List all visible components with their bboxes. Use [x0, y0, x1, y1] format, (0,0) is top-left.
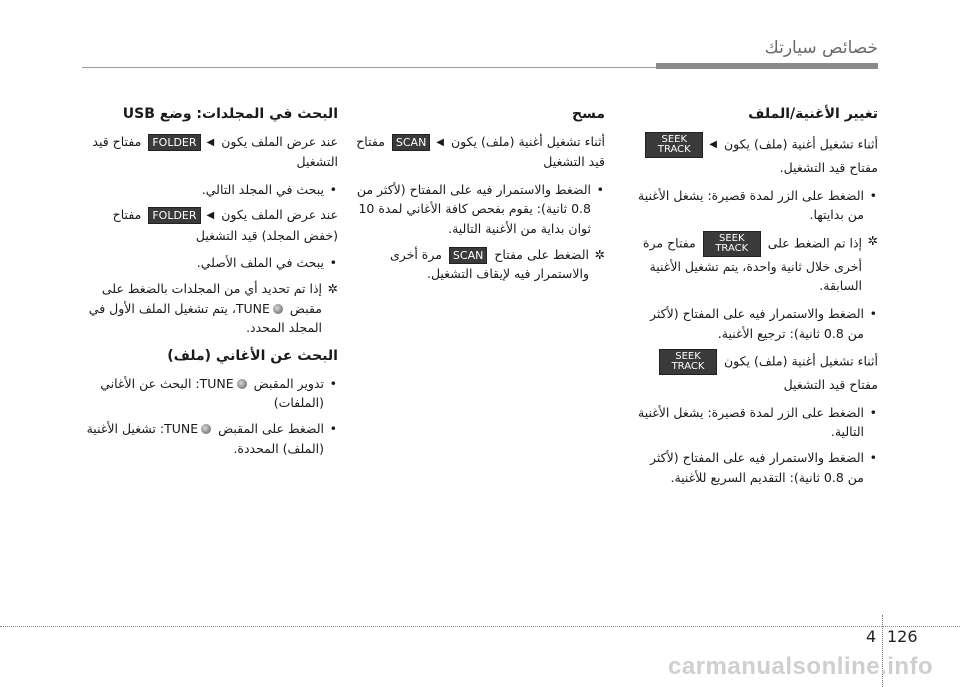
- column-folder-search: [80, 104, 338, 464]
- folder-button: FOLDER: [148, 134, 200, 151]
- paragraph-folder-up: عند عرض الملف يكون ◀FOLDER مفتاح قيد التشغيل: [92, 134, 338, 170]
- bullet-next-song: • الضغط على الزر لمدة قصيرة: يشغل الأغنية التالية.: [638, 403, 878, 442]
- seek-track-button: SEEK TRACK: [703, 231, 761, 257]
- folder-button: FOLDER: [148, 207, 200, 224]
- scan-button: SCAN: [392, 134, 430, 151]
- watermark: carmanualsonline.info: [668, 653, 934, 680]
- tune-knob-icon: [237, 379, 247, 389]
- bullet-parent-folder: • يبحث في الملف الأصلي.: [80, 253, 338, 273]
- heading-folder-search: البحث في المجلدات: وضع USB: [122, 106, 338, 122]
- heading-scan: مسح: [571, 106, 605, 122]
- heading-change-song: تغيير الأغنية/الملف: [748, 106, 878, 122]
- triangle-left-icon: ◀: [206, 136, 215, 148]
- column-change-song: [638, 104, 878, 493]
- section-title: خصائص سيارتك: [764, 38, 878, 58]
- triangle-left-icon: ◀: [206, 210, 215, 222]
- scan-button: SCAN: [449, 247, 487, 264]
- paragraph-scan-intro: أثناء تشغيل أغنية (ملف) يكون ◀SCAN مفتاح قيد التشغيل: [356, 134, 605, 170]
- column-scan: [350, 104, 605, 292]
- note-mark-icon: ✲: [327, 280, 338, 296]
- footer-rule: [0, 626, 960, 627]
- paragraph-seek-forward: أثناء تشغيل أغنية (ملف) يكون SEEK TRACK مفتاح قيد التشغيل: [638, 349, 878, 395]
- bullet-scan-hold: • الضغط والاستمرار فيه على المفتاح (لأكثر من 0.8 ثانية): يقوم بفحص كافة الأغاني لمدة 10 ثوان بداية من الأغنية التالية.: [350, 180, 605, 239]
- note-mark-icon: ✲: [867, 232, 878, 248]
- note-scan-stop: ✲ الضغط على مفتاح SCAN مرة أخرى والاستمرار فيه لإيقاف التشغيل.: [389, 246, 605, 282]
- bullet-short-press: • الضغط على الزر لمدة قصيرة: يشغل الأغنية من بدايتها.: [638, 186, 878, 225]
- note-press-again: ✲ إذا تم الضغط على SEEK TRACK مفتاح مرة أخرى خلال ثانية واحدة، يتم تشغيل الأغنية السابقة.: [642, 232, 878, 294]
- tune-knob-icon: [273, 304, 283, 314]
- triangle-left-icon: ◀: [709, 139, 717, 151]
- bullet-rewind: • الضغط والاستمرار فيه على المفتاح (لأكثر من 0.8 ثانية): ترجيع الأغنية.: [638, 304, 878, 343]
- paragraph-seek-intro: أثناء تشغيل أغنية (ملف) يكون ◀SEEK TRACK مفتاح قيد التشغيل.: [638, 132, 878, 178]
- paragraph-folder-down: عند عرض الملف يكون ◀FOLDER مفتاح (خفض المجلد) قيد التشغيل: [112, 207, 338, 243]
- page-number: 126: [887, 627, 918, 646]
- seek-track-button: SEEK TRACK: [645, 132, 703, 158]
- note-mark-icon: ✲: [594, 246, 605, 262]
- bullet-fast-forward: • الضغط والاستمرار فيه على المفتاح (لأكثر من 0.8 ثانية): التقديم السريع للأغنية.: [638, 448, 878, 487]
- heading-song-search: البحث عن الأغاني (ملف): [167, 347, 338, 364]
- tune-knob-icon: [201, 424, 211, 434]
- triangle-left-icon: ◀: [436, 136, 444, 148]
- header-bar: [656, 63, 878, 69]
- chapter-number: 4: [866, 627, 877, 646]
- note-folder-select: ✲ إذا تم تحديد أي من المجلدات بالضغط على مقبض TUNE، يتم تشغيل الملف الأول في المجلد المحدد.: [88, 280, 338, 336]
- bullet-press-knob: • الضغط على المقبض TUNE: تشغيل الأغنية (الملف) المحددة.: [80, 419, 338, 458]
- bullet-rotate-knob: • تدوير المقبض TUNE: البحث عن الأغاني (الملفات): [80, 374, 338, 413]
- seek-track-button: SEEK TRACK: [659, 349, 717, 375]
- bullet-next-folder: • يبحث في المجلد التالي.: [80, 180, 338, 200]
